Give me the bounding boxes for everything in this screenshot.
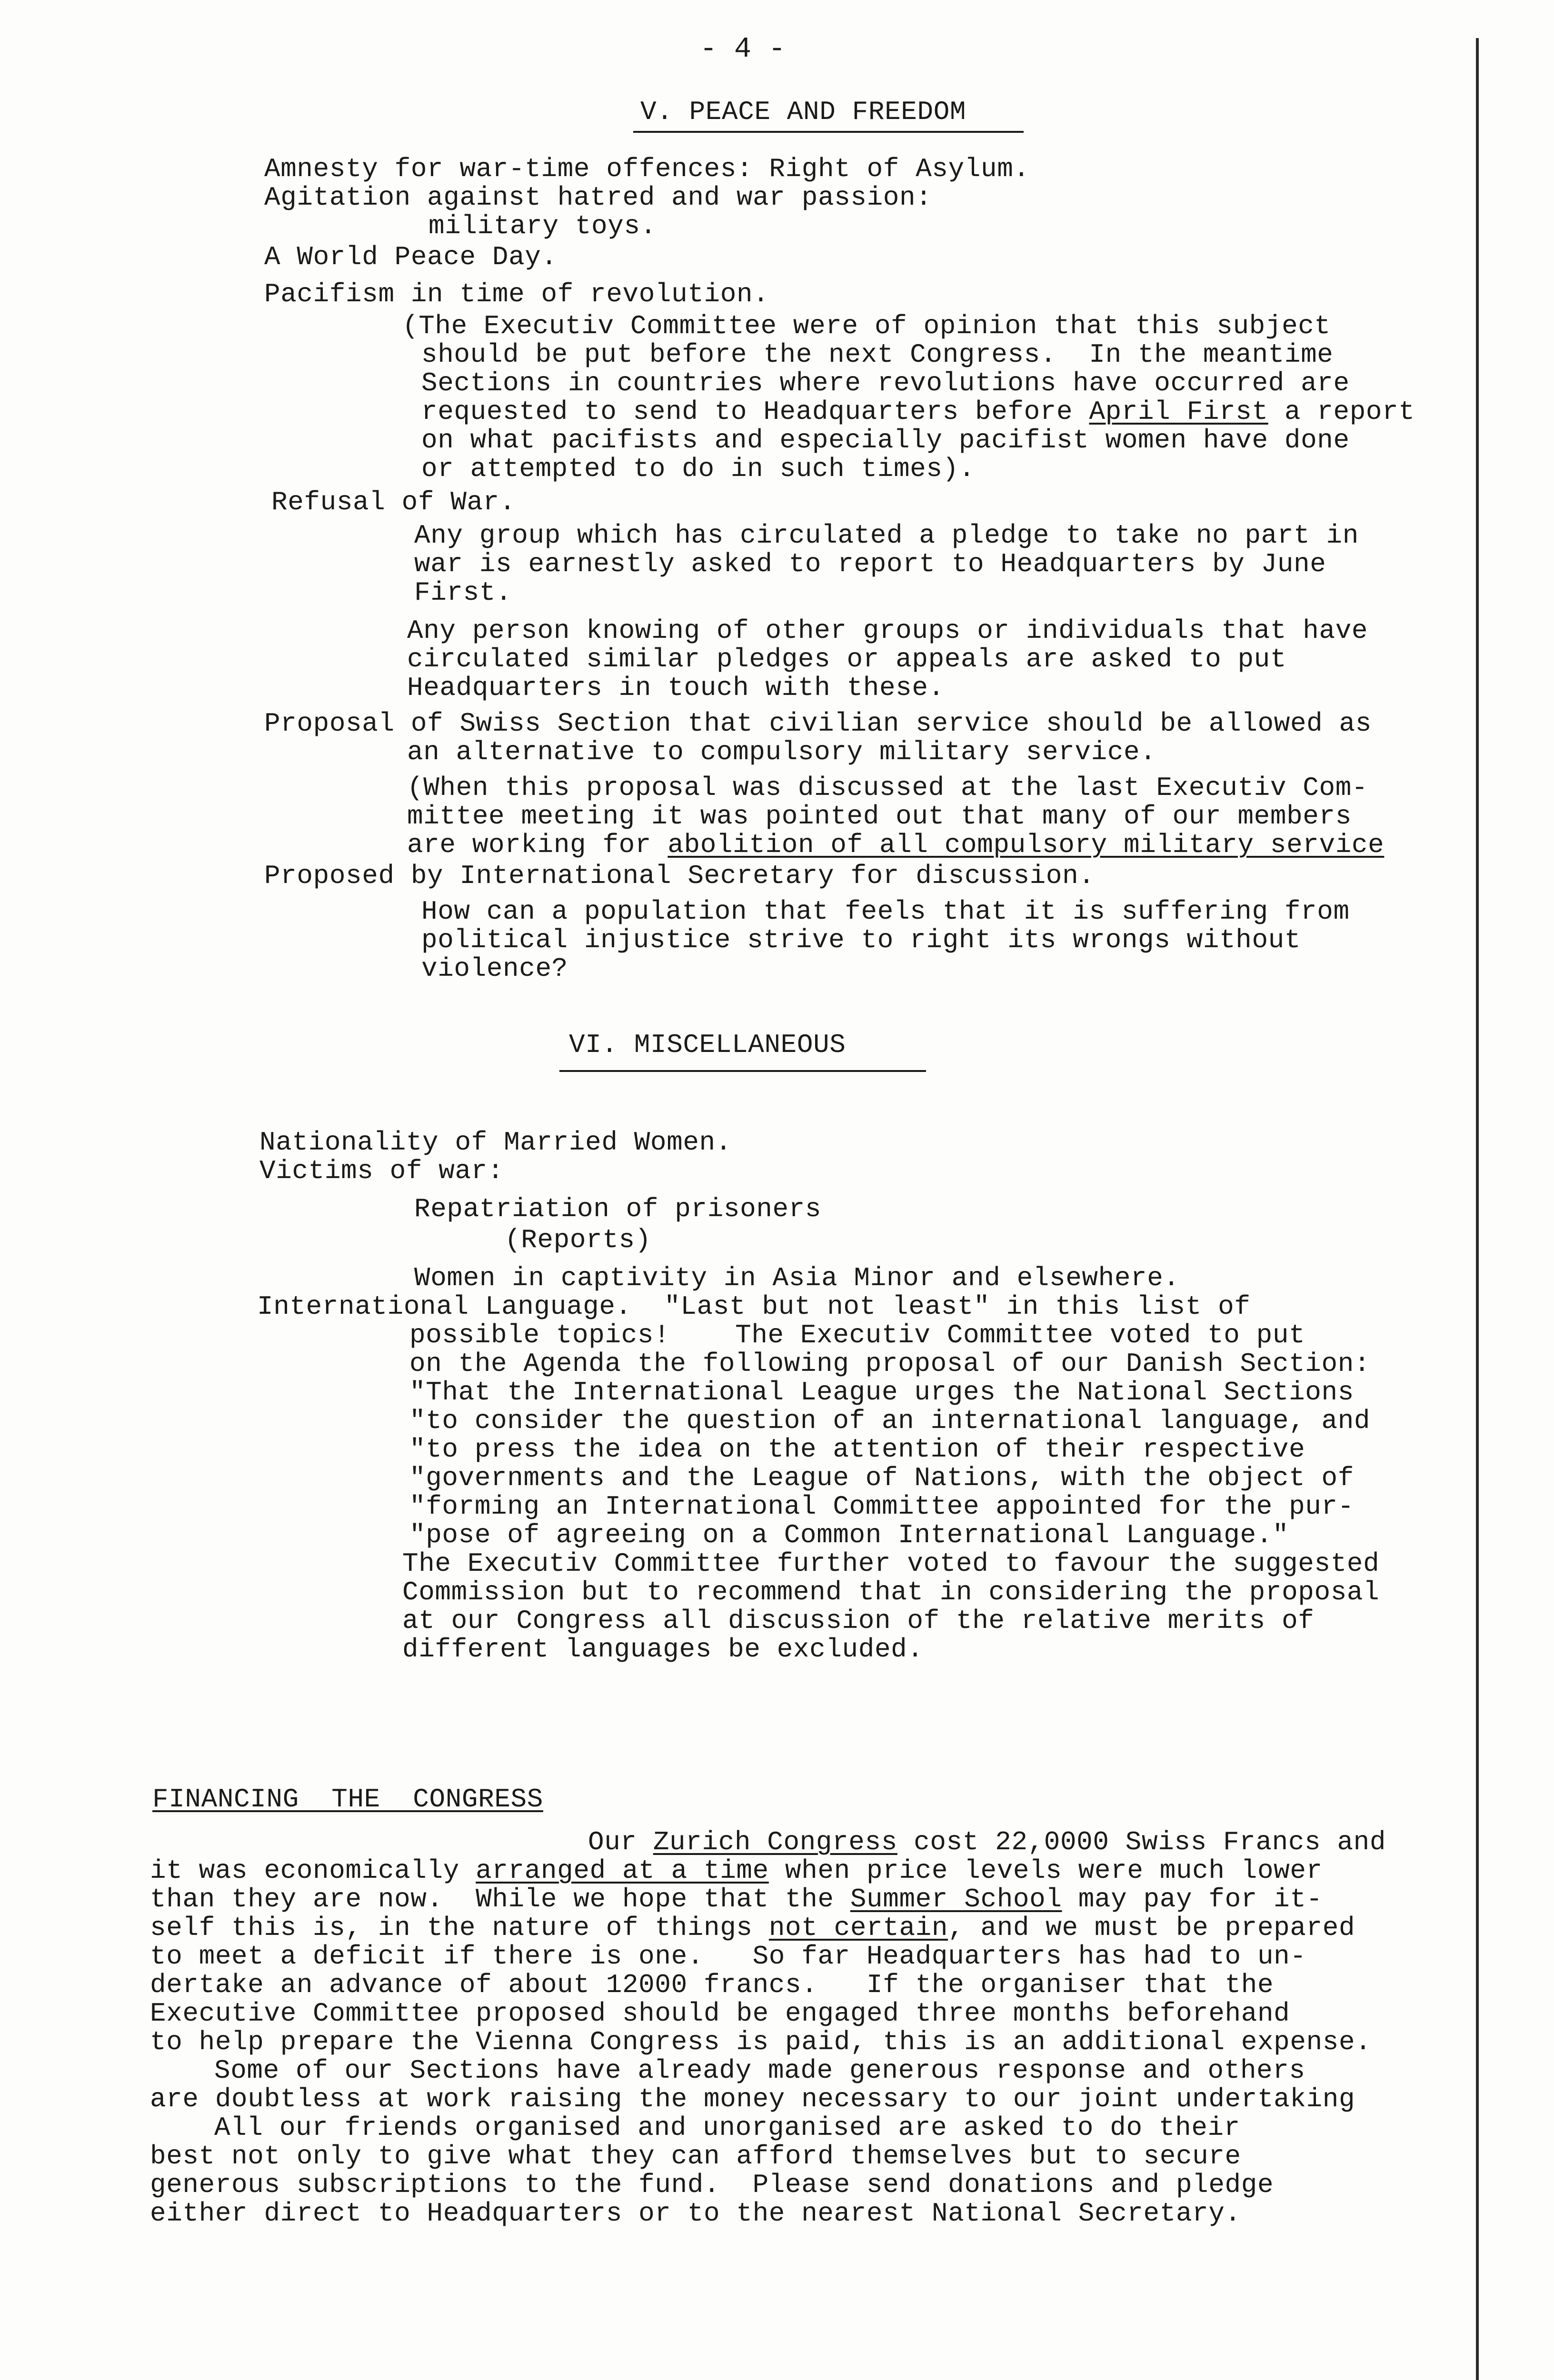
text-line: "governments and the League of Nations, with the object of <box>409 1463 1354 1493</box>
underlined-text: not certain <box>768 1913 948 1943</box>
text-line <box>421 397 1415 426</box>
text-line: at our Congress all discussion of the relative merits of <box>402 1606 1315 1636</box>
text-line: possible topics! The Executiv Committee voted to put <box>409 1320 1305 1350</box>
text-line: Nationality of Married Women. <box>259 1127 732 1158</box>
text-line <box>150 1885 1323 1914</box>
heading-underline <box>633 131 1024 133</box>
text-line: (The Executiv Committee were of opinion that this subject <box>402 311 1331 341</box>
text-line: Any person knowing of other groups or individuals that have <box>407 615 1368 646</box>
text-span: cost 22,0000 Swiss Francs and <box>897 1827 1386 1857</box>
text-line: Pacifism in time of revolution. <box>264 279 769 309</box>
text-span: than they are now. While we hope that the <box>150 1884 850 1914</box>
text-line: First. <box>414 577 512 608</box>
text-line <box>407 831 1384 859</box>
page-edge-border <box>1476 38 1479 2380</box>
text-span: may pay for it- <box>1062 1884 1323 1914</box>
section-heading-financing: FINANCING THE CONGRESS <box>152 1784 543 1815</box>
text-line: "to press the idea on the attention of their respective <box>409 1434 1305 1465</box>
text-line: military toys. <box>428 211 657 241</box>
text-line: Victims of war: <box>259 1156 504 1186</box>
text-line: A World Peace Day. <box>264 242 558 272</box>
text-line: The Executiv Committee further voted to favour the suggested <box>402 1548 1380 1579</box>
text-line: an alternative to compulsory military service. <box>407 737 1156 767</box>
text-span: it was economically <box>150 1855 476 1886</box>
text-line <box>588 1828 1386 1856</box>
section-heading-miscellaneous: VI. MISCELLANEOUS <box>569 1030 846 1060</box>
text-span: when price levels were much lower <box>768 1855 1323 1886</box>
text-line: Any group which has circulated a pledge to take no part in <box>414 520 1359 551</box>
page-number: - 4 - <box>700 33 786 66</box>
text-line <box>150 1914 1355 1942</box>
text-line: dertake an advance of about 12000 francs. If the organiser that the <box>150 1970 1274 2000</box>
text-line: on what pacifists and especially pacifist women have done <box>421 425 1350 456</box>
text-line: Proposed by International Secretary for discussion. <box>264 861 1095 891</box>
text-line: Refusal of War. <box>271 487 516 517</box>
text-line: "pose of agreeing on a Common International Language." <box>409 1520 1289 1550</box>
text-line: (Reports) <box>505 1225 651 1255</box>
text-line: Some of our Sections have already made generous response and others <box>214 2055 1305 2086</box>
text-line: All our friends organised and unorganised are asked to do their <box>214 2112 1240 2143</box>
text-line: Sections in countries where revolutions have occurred are <box>421 368 1350 398</box>
text-line: "to consider the question of an international language, and <box>409 1406 1371 1436</box>
underlined-text: abolition of all compulsory military service <box>667 830 1385 860</box>
text-line: Women in captivity in Asia Minor and elsewhere. <box>414 1263 1180 1293</box>
heading-underline <box>559 1070 926 1072</box>
underlined-text: arranged at a time <box>476 1855 769 1886</box>
text-span: requested to send to Headquarters before <box>421 397 1089 427</box>
text-span: Our <box>588 1827 653 1857</box>
text-line: are doubtless at work raising the money necessary to our joint undertaking <box>150 2084 1355 2114</box>
text-line: International Language. "Last but not least" in this list of <box>257 1291 1251 1322</box>
text-line <box>150 1856 1323 1885</box>
text-line: on the Agenda the following proposal of our Danish Section: <box>409 1349 1371 1379</box>
underlined-text: April First <box>1089 397 1268 427</box>
text-line: war is earnestly asked to report to Headquarters by June <box>414 549 1326 579</box>
text-line: either direct to Headquarters or to the nearest National Secretary. <box>150 2198 1241 2229</box>
text-line: to meet a deficit if there is one. So far Headquarters has had to un- <box>150 1941 1306 1972</box>
text-span: , and we must be prepared <box>948 1913 1355 1943</box>
text-line: or attempted to do in such times). <box>421 454 975 484</box>
text-line: Proposal of Swiss Section that civilian service should be allowed as <box>264 708 1372 739</box>
text-line: to help prepare the Vienna Congress is paid, this is an additional expense. <box>150 2027 1372 2057</box>
text-span: a report <box>1268 397 1415 427</box>
text-line: circulated similar pledges or appeals are asked to put <box>407 644 1287 674</box>
text-line: Amnesty for war-time offences: Right of Asylum. <box>264 154 1030 184</box>
text-line: best not only to give what they can afford themselves but to secure <box>150 2141 1241 2172</box>
text-line: "That the International League urges the National Sections <box>409 1377 1354 1408</box>
text-line: Agitation against hatred and war passion: <box>264 182 932 213</box>
text-line: political injustice strive to right its wrongs without <box>421 925 1301 955</box>
underlined-text: Summer School <box>850 1884 1062 1914</box>
text-line: violence? <box>421 953 568 984</box>
text-line: generous subscriptions to the fund. Please send donations and pledge <box>150 2170 1274 2200</box>
text-line: mittee meeting it was pointed out that many of our members <box>407 801 1352 832</box>
underlined-text: Zurich Congress <box>653 1827 897 1857</box>
text-line: How can a population that feels that it is suffering from <box>421 896 1350 927</box>
text-span: are working for <box>407 830 668 860</box>
text-line: Repatriation of prisoners <box>414 1194 822 1224</box>
text-line: (When this proposal was discussed at the last Executiv Com- <box>407 773 1368 803</box>
text-line: Commission but to recommend that in considering the proposal <box>402 1577 1380 1607</box>
text-line: "forming an International Committee appointed for the pur- <box>409 1491 1354 1522</box>
text-line: different languages be excluded. <box>402 1634 924 1665</box>
text-line: Headquarters in touch with these. <box>407 673 945 703</box>
section-heading-peace-freedom: V. PEACE AND FREEDOM <box>640 97 966 127</box>
text-line: Executive Committee proposed should be engaged three months beforehand <box>150 1998 1290 2029</box>
text-line: should be put before the next Congress. In the meantime <box>421 339 1334 370</box>
text-span: self this is, in the nature of things <box>150 1913 769 1943</box>
